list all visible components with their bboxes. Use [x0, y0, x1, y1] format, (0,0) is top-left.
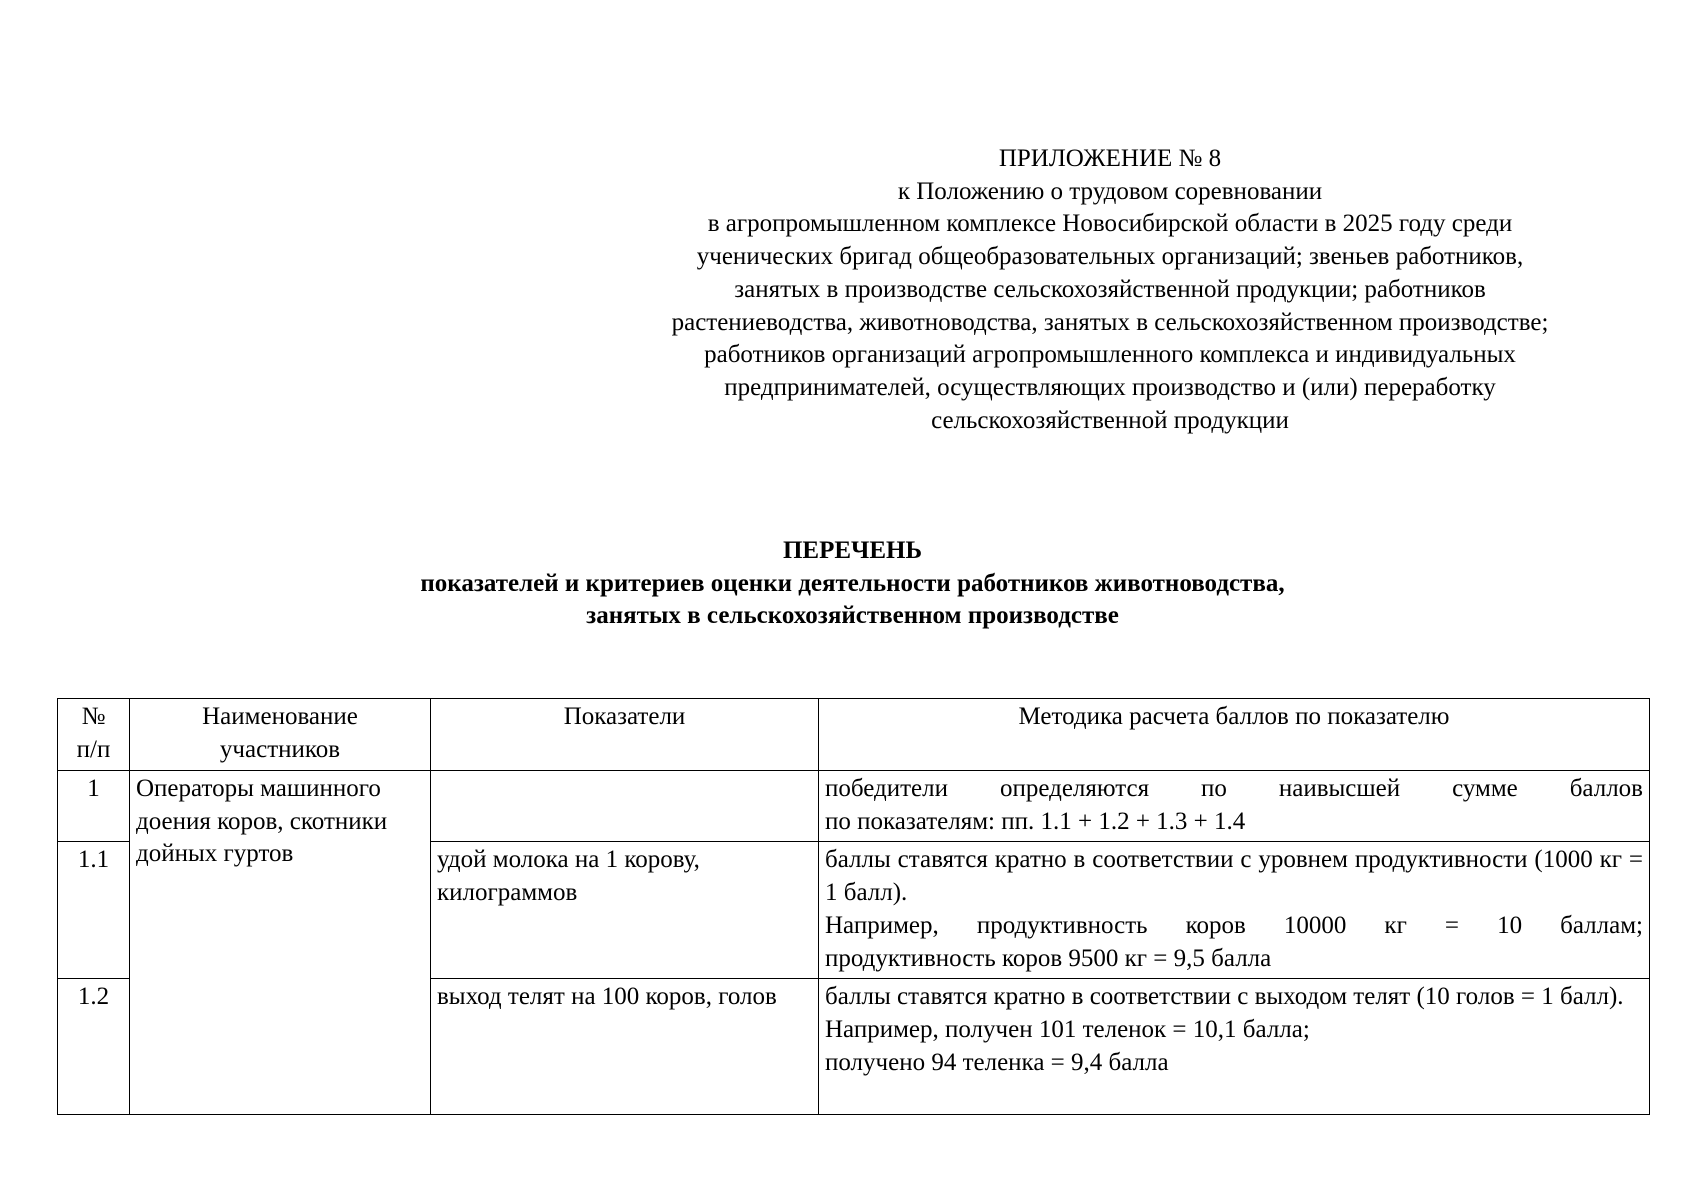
indicator-cell	[431, 771, 819, 842]
method-example: продуктивность коров 9500 кг = 9,5 балла	[825, 944, 1272, 972]
appendix-line: сельскохозяйственной продукции	[931, 406, 1289, 434]
participants-cell: Операторы машинного доения коров, скотники дойных гуртов	[130, 771, 431, 1115]
header-num-line1: №	[81, 703, 106, 730]
criteria-table	[57, 698, 1650, 1115]
header-num-line2: п/п	[76, 735, 111, 763]
header-num	[58, 699, 130, 771]
method-example: получено 94 теленка = 9,4 балла	[825, 1048, 1169, 1076]
appendix-line: ученических бригад общеобразовательных организаций; звеньев работников,	[696, 243, 1524, 271]
appendix-line: занятых в производстве сельскохозяйственной продукции; работников	[734, 275, 1486, 303]
row-number: 1.2	[58, 979, 130, 1115]
method-cell	[819, 979, 1650, 1115]
appendix-line: предпринимателей, осуществляющих производство и (или) переработку	[724, 373, 1496, 401]
header-indicators: Показатели	[431, 699, 819, 771]
method-example: Например, получен 101 теленок = 10,1 балла;	[825, 1015, 1310, 1043]
appendix-number: ПРИЛОЖЕНИЕ № 8	[998, 145, 1222, 172]
method-text: баллы ставятся кратно в соответствии с уровнем продуктивности (1000 кг = 1 балл).	[825, 846, 1643, 907]
indicator-cell: выход телят на 100 коров, голов	[431, 979, 819, 1115]
title-line: показателей и критериев оценки деятельности работников животноводства,	[420, 569, 1285, 597]
appendix-line: работников организаций агропромышленного комплекса и индивидуальных	[704, 341, 1516, 369]
indicator-cell: удой молока на 1 корову, килограммов	[431, 842, 819, 979]
row-number: 1.1	[58, 842, 130, 979]
method-text: победители определяются по наивысшей сумме баллов	[825, 775, 1643, 802]
appendix-line: растениеводства, животноводства, занятых в сельскохозяйственном производстве;	[671, 308, 1549, 336]
table-header-row	[58, 699, 1650, 771]
row-number: 1	[58, 771, 130, 842]
method-cell	[819, 842, 1650, 979]
method-text: по показателям: пп. 1.1 + 1.2 + 1.3 + 1.4	[825, 807, 1246, 835]
header-method: Методика расчета баллов по показателю	[819, 699, 1650, 771]
header-participants-line1: Наименование	[202, 703, 358, 730]
document-title	[57, 535, 1648, 633]
table-row	[58, 771, 1650, 842]
method-text: баллы ставятся кратно в соответствии с выходом телят (10 голов = 1 балл).	[825, 983, 1624, 1011]
header-participants-line2: участников	[219, 735, 341, 763]
title-line: занятых в сельскохозяйственном производстве	[586, 602, 1119, 630]
appendix-line: к Положению о трудовом соревновании	[897, 177, 1323, 205]
method-example: Например, продуктивность коров 10000 кг = 10 баллам;	[825, 911, 1643, 939]
method-cell	[819, 771, 1650, 842]
title-heading: ПЕРЕЧЕНЬ	[782, 537, 923, 564]
header-participants	[130, 699, 431, 771]
appendix-header	[600, 143, 1620, 437]
appendix-line: в агропромышленном комплексе Новосибирской области в 2025 году среди	[707, 210, 1513, 238]
